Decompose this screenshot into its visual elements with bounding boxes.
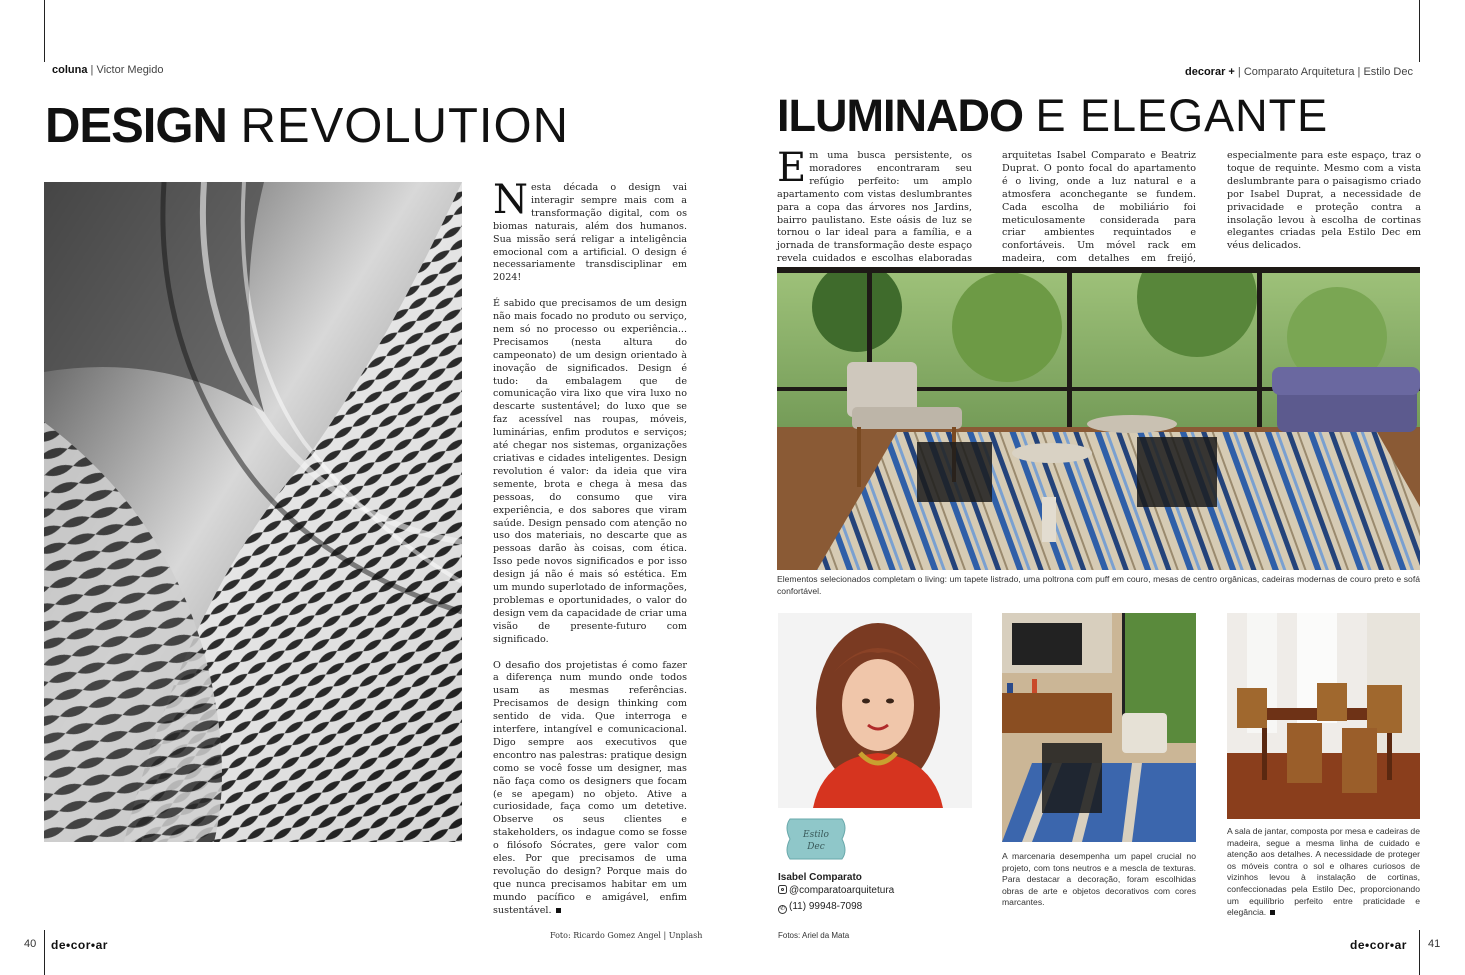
right-photo-credit: Fotos: Ariel da Mata xyxy=(778,931,850,940)
right-page-title xyxy=(777,90,1329,141)
portrait-photo xyxy=(778,613,972,808)
end-mark xyxy=(1270,910,1275,915)
estilo-dec-logo-graphic xyxy=(782,815,850,863)
left-dropcap: N xyxy=(493,177,528,223)
right-title-light: E ELEGANTE xyxy=(1035,90,1329,141)
top-rule-right xyxy=(1419,0,1420,62)
contact-phone-row xyxy=(778,901,862,914)
contact-name: Isabel Comparato xyxy=(778,872,862,883)
left-header-section: coluna xyxy=(52,64,88,76)
right-column-3: especialmente para este espaço, traz o toque de requinte. Mesmo com a vista deslumbrante para o paisagismo criado por Isabel Duprat, a necessidade de privacidade e proteção contra a insolação levou à escolha de cortinas elegantes criadas pela Estilo Dec em véus delicados. xyxy=(1227,150,1421,252)
estilo-dec-logo xyxy=(782,815,850,863)
portrait-graphic xyxy=(778,613,972,808)
bottom-rule-right xyxy=(1419,930,1420,975)
bottom-rule-left xyxy=(44,930,45,975)
left-paragraph-2: É sabido que precisamos de um design não mais focado no produto ou serviço, nem só no processo ou experiência... Precisamos (nesta altura do campeonato) de um design orientado à inovação de significados. Design é tudo: da embalagem que de comunicação vira lixo que vira luxo no descarte sustentável; do luxo que se faz acessível nas roupas, móveis, luminárias, enfim produtos e serviços; até chegar nos sistemas, organizações criativas e cidades inteligentes. Design revolution é valor: da ideia que vira semente, brota e chega à mesa das pessoas, do consumo que vira experiência, e dos sabores que viram saúde. Design pensado com atenção no uso dos materiais, no descarte que as pessoas darão às coisas, com ética. Isso pede novos significados e por isso design já não é mais só estética. Em um mundo superlotado de informações, problemas e oportunidades, o valor do design vem da capacidade de criar uma visão de presente-futuro com significado. xyxy=(493,298,687,645)
architecture-photo-graphic xyxy=(44,182,462,842)
left-title-bold: DESIGN xyxy=(45,99,227,153)
living-room-graphic xyxy=(777,267,1420,570)
left-title-light: REVOLUTION xyxy=(240,99,570,153)
right-dropcap: E xyxy=(777,145,807,191)
contact-phone[interactable]: (11) 99948-7098 xyxy=(789,901,863,912)
left-folio-number: 40 xyxy=(24,938,37,950)
contact-instagram[interactable]: @comparatoarquitetura xyxy=(789,885,895,896)
left-article-body xyxy=(493,177,687,931)
living-room-photo xyxy=(777,267,1420,570)
svg-text:Estilo: Estilo xyxy=(803,830,829,840)
dining-room-caption: A sala de jantar, composta por mesa e cadeiras de madeira, segue a mesma linha de cuidado e atenção aos detalhes. A necessidade de proteger os móveis contra o sol e olhares curiosos de vizinhos levou à instalação de cortinas, confeccionadas pela Estilo Dec, proporcionando um equilíbrio perfeito entre praticidade e elegância. xyxy=(1227,826,1420,918)
marcenaria-graphic xyxy=(1002,613,1196,842)
right-column-1: Em uma busca persistente, os moradores encontraram seu refúgio perfeito: um amplo apartamento com vistas deslumbrantes para a copa das árvores nos Jardins, bairro paulistano. Este oásis de luz se tornou o lar ideal para a família, e a jornada de transformação deste espaço revela cuidados e escolhas elaboradas xyxy=(777,145,972,265)
left-header-author: Victor Megido xyxy=(96,64,164,76)
svg-text:Dec: Dec xyxy=(807,842,825,852)
instagram-icon xyxy=(778,885,787,894)
right-header-section: decorar + xyxy=(1185,66,1235,78)
top-rule-left xyxy=(44,0,45,62)
architecture-photo xyxy=(44,182,462,842)
marcenaria-caption: A marcenaria desempenha um papel crucial no projeto, com tons neutros e a mescla de texturas. Para destacar a decoração, foram escolhidas obras de arte e objetos decorativos com cores marcantes. xyxy=(1002,851,1196,908)
left-paragraph-3: O desafio dos projetistas é como fazer a diferença num mundo onde todos usam as mesmas referências. Precisamos de design thinking com sentido de vida. Que interroga e interfere, intangível e comunicacional. Digo sempre aos executivos que encontro nas palestras: pratique design como se você fosse um designer, mas não faça como os designers que focam (e se apegam) no objeto. Ative a curiosidade, faça como um detetive. Observe os seus clientes e stakeholders, os indague como se fosse o filósofo Sócrates, gere valor com eles. Por que precisamos de uma revolução do design? Porque mais do que nunca precisamos habitar em um mundo pacífico e amigável, enfim sustentável. xyxy=(493,659,687,916)
living-room-caption: Elementos selecionados completam o living: um tapete listrado, uma poltrona com puff em couro, mesas de centro orgânicas, cadeiras modernas de couro preto e sofá confortável. xyxy=(777,574,1420,596)
right-title-bold: ILUMINADO xyxy=(777,90,1023,141)
right-page-header: decorar + | Comparato Arquitetura | Estilo Dec xyxy=(1185,66,1413,78)
dining-room-photo xyxy=(1227,613,1420,819)
right-brand: de•cor•ar xyxy=(1350,938,1407,952)
left-brand: de•cor•ar xyxy=(51,938,108,952)
left-photo-credit: Foto: Ricardo Gomez Angel | Unplash xyxy=(550,931,703,940)
right-folio-number: 41 xyxy=(1428,938,1441,950)
right-header-partners: Comparato Arquitetura | Estilo Dec xyxy=(1243,66,1413,78)
left-page-header: coluna | Victor Megido xyxy=(52,64,164,76)
left-paragraph-1: Nesta década o design vai interagir sempre mais com a transformação digital, com os biomas naturais, além dos humanos. Sua missão será religar a inteligência emocional com a artificial. O design é necessariamente transdisciplinar em 2024! xyxy=(493,177,687,284)
end-mark xyxy=(556,908,561,913)
left-page-title xyxy=(45,99,570,153)
dining-room-graphic xyxy=(1227,613,1420,819)
contact-instagram-row xyxy=(778,885,894,896)
phone-icon: ✆ xyxy=(779,906,786,912)
right-column-2: arquitetas Isabel Comparato e Beatriz Duprat. O ponto focal do apartamento é o living, onde a luz natural e a atmosfera aconchegante se fundem. Cada escolha de mobiliário foi meticulosamente considerada para criar ambientes requintados e confortáveis. Um móvel rack em madeira, com detalhes em freijó, xyxy=(1002,150,1196,265)
marcenaria-photo xyxy=(1002,613,1196,842)
